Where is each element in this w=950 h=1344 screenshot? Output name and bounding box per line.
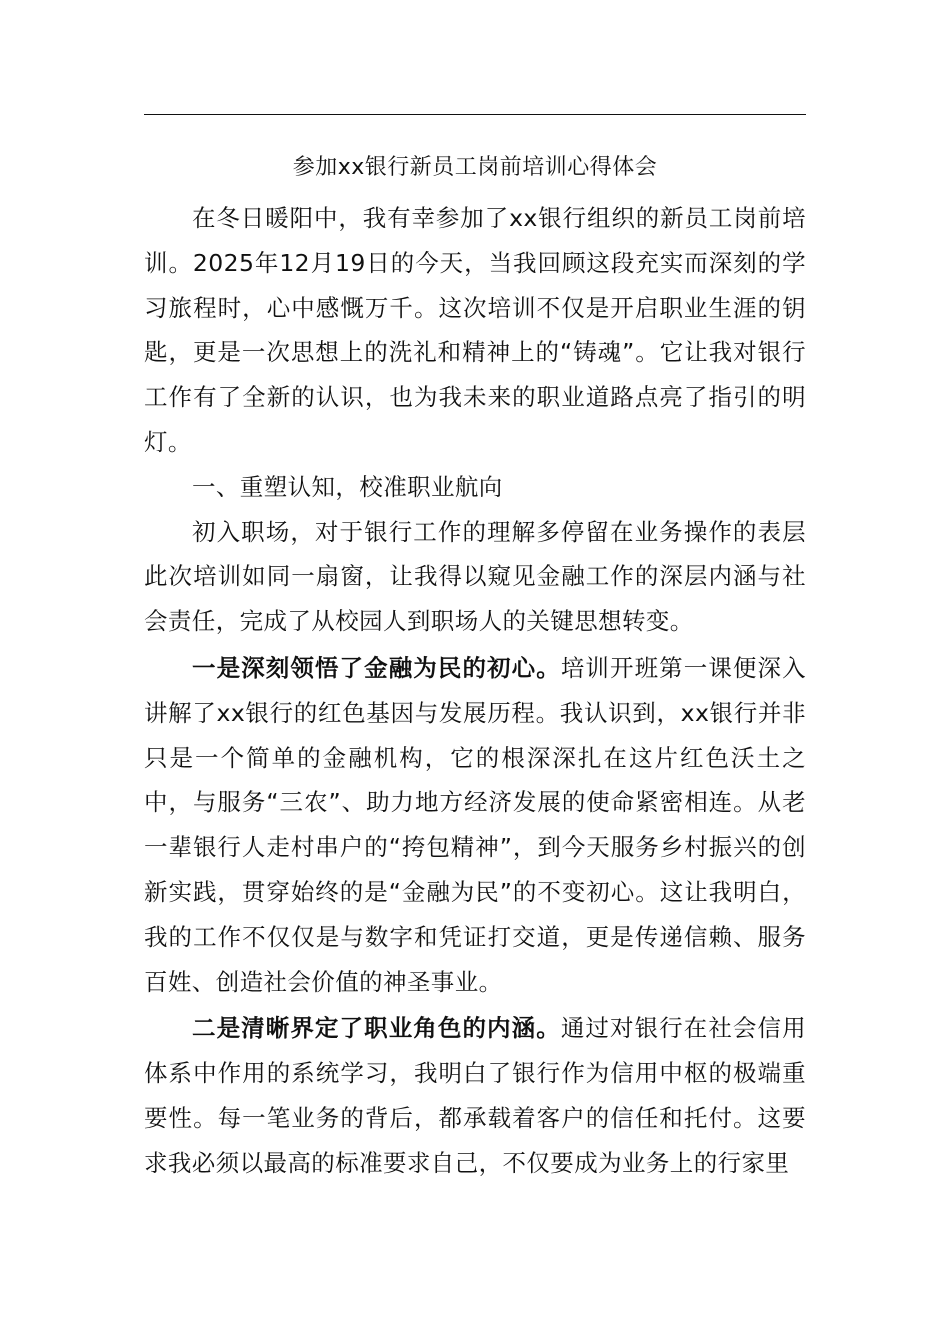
paragraph-lead: 二是清晰界定了职业角色的内涵。 [192, 1014, 561, 1043]
paragraph-point-2 [144, 1006, 806, 1185]
paragraph-text: 初入职场，对于银行工作的理解多停留在业务操作的表层此次培训如同一扇窗，让我得以窥见金融工作的深层内涵与社会责任，完成了从校园人到职场人的关键思想转变。 [144, 517, 806, 636]
header-rule [144, 114, 806, 115]
paragraph-text: 通过对银行在社会信用体系中作用的系统学习，我明白了银行作为信用中枢的极端重要性。每一笔业务的背后，都承载着客户的信任和托付。这要求我必须以最高的标准要求自己，不仅要成为业务上的行家里 [144, 1014, 806, 1177]
paragraph-text: 培训开班第一课便深入讲解了xx银行的红色基因与发展历程。我认识到，xx银行并非只是一个简单的金融机构，它的根深深扎在这片红色沃土之中，与服务“三农”、助力地方经济发展的使命紧密相连。从老一辈银行人走村串户的“挎包精神”，到今天服务乡村振兴的创新实践，贯穿始终的是“金融为民”的不变初心。这让我明白，我的工作不仅仅是与数字和凭证打交道，更是传递信赖、服务百姓、创造社会价值的神圣事业。 [144, 653, 806, 996]
document-body [144, 196, 806, 1186]
paragraph-text: 在冬日暖阳中，我有幸参加了xx银行组织的新员工岗前培训。2025年12月19日的今天，当我回顾这段充实而深刻的学习旅程时，心中感慨万千。这次培训不仅是开启职业生涯的钥匙，更是一次思想上的洗礼和精神上的“铸魂”。它让我对银行工作有了全新的认识，也为我未来的职业道路点亮了指引的明灯。 [144, 204, 806, 456]
paragraph-point-1 [144, 646, 806, 1004]
paragraph-intro [144, 196, 806, 465]
paragraph-section-intro [144, 510, 806, 644]
paragraph-lead: 一是深刻领悟了金融为民的初心。 [192, 653, 561, 682]
document-title: 参加xx银行新员工岗前培训心得体会 [292, 155, 658, 180]
paragraph-text: 一、重塑认知，校准职业航向 [192, 472, 503, 501]
section-heading-1 [144, 465, 806, 510]
